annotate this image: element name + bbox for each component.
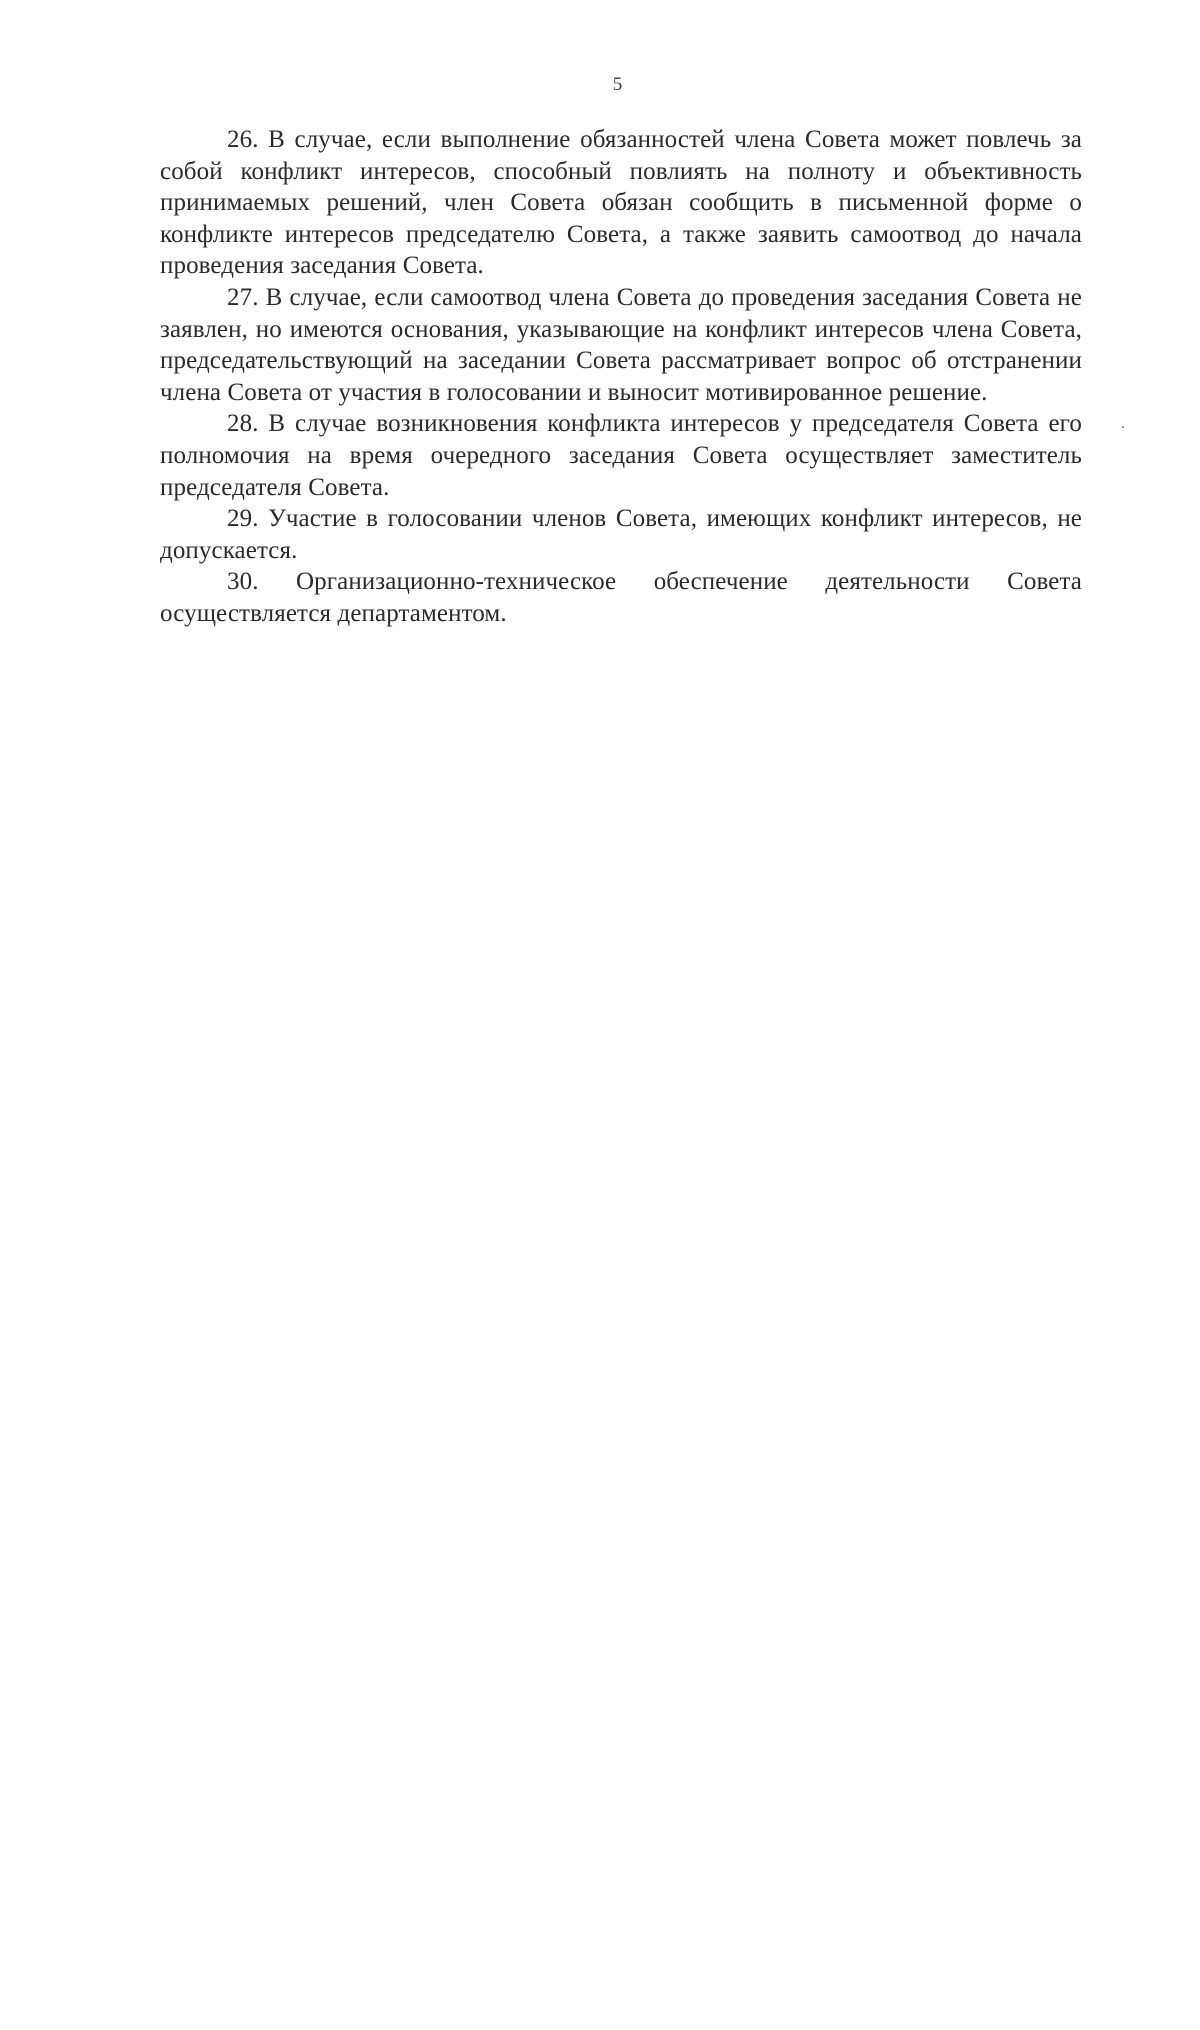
paragraph-30: 30. Организационно-техническое обеспечение деятельности Совета осуществляется департаментом. xyxy=(160,568,1082,627)
paragraph-27: 27. В случае, если самоотвод члена Совета до проведения заседания Совета не заявлен, но имеются основания, указывающие на конфликт интересов члена Совета, председательствующий на заседании Совета рассматривает вопрос об отстранении члена Совета от участия в голосовании и выносит мотивированное решение. xyxy=(160,283,1082,406)
document-body xyxy=(160,124,1082,630)
paragraph-28: 28. В случае возникновения конфликта интересов у председателя Совета его полномочия на время очередного заседания Совета осуществляет заместитель председателя Совета. xyxy=(160,410,1082,501)
scan-speck xyxy=(1122,426,1124,428)
paragraph-26: 26. В случае, если выполнение обязанностей члена Совета может повлечь за собой конфликт интересов, способный повлиять на полноту и объективность принимаемых решений, член Совета обязан сообщить в письменной форме о конфликте интересов председателю Совета, а также заявить самоотвод до начала проведения заседания Совета. xyxy=(160,126,1082,280)
page-number: 5 xyxy=(612,74,623,95)
paragraph-29: 29. Участие в голосовании членов Совета, имеющих конфликт интересов, не допускается. xyxy=(160,505,1082,564)
